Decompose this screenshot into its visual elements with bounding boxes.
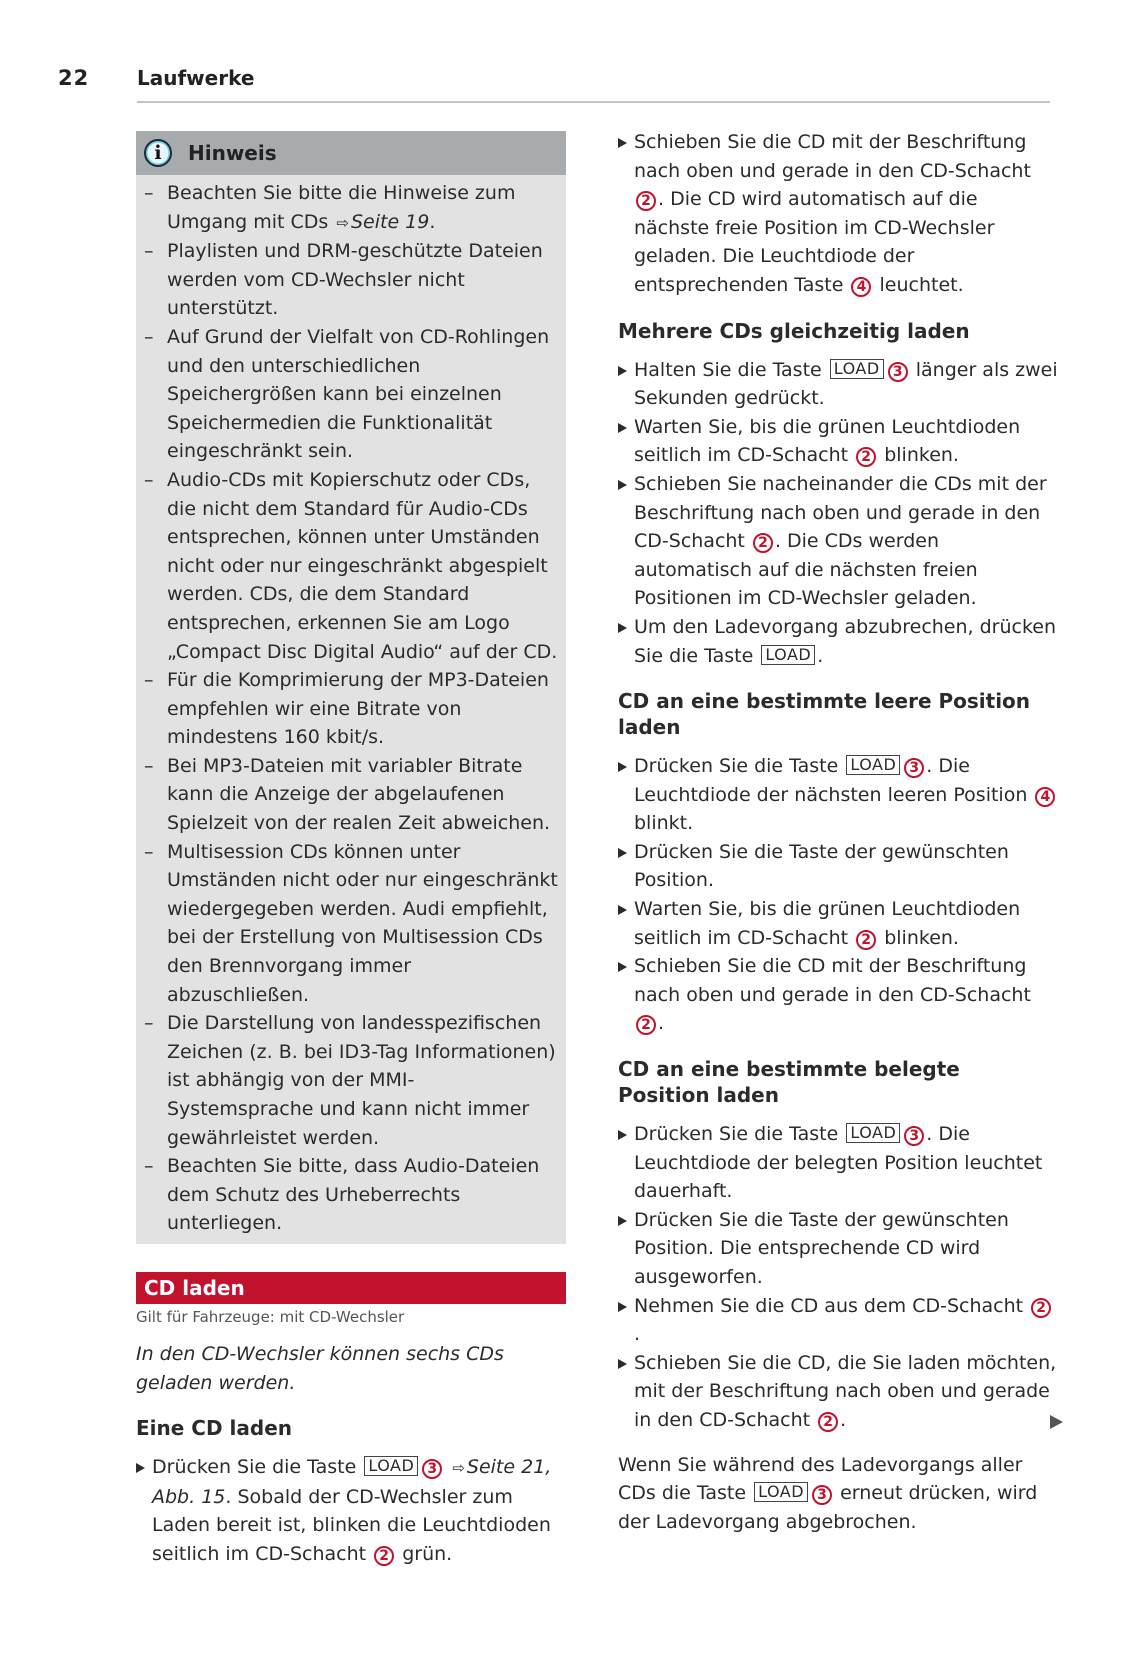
load-key-label: LOAD [754,1482,808,1502]
steps-mehrere [618,356,1058,671]
steps-belegte-position [618,1120,1058,1435]
load-key-label: LOAD [364,1456,418,1476]
closing-paragraph: Wenn Sie während des Ladevorgangs aller CDs die Taste LOAD 3 erneut drücken, wird der Ladevorgang abgebrochen. [618,1453,1038,1533]
step-item: Warten Sie, bis die grünen Leuchtdioden seitlich im CD-Schacht 2 blinken. [618,413,1058,470]
subheading-belegte-position: CD an eine bestimmte belegte Position laden [618,1057,960,1108]
subheading-leere-position: CD an eine bestimmte leere Position laden [618,689,1031,740]
chapter-title: Laufwerke [137,66,255,90]
continue-arrow-icon [1050,1415,1063,1429]
note-item: – Beachten Sie bitte die Hinweise zum Umgang mit CDs ⇨ Seite 19. [144,179,558,237]
note-item: – Bei MP3-Dateien mit variabler Bitrate kann die Anzeige der abgelaufenen Spielzeit von der realen Zeit abweichen. [144,752,558,838]
page-number: 22 [58,66,90,90]
callout-2-icon: 2 [856,930,876,950]
step-item: Schieben Sie die CD mit der Beschriftung nach oben und gerade in den CD-Schacht 2 . Die CD wird automatisch auf die nächste freie Position im CD-Wechsler geladen. Die Leuchtdiode der entsprechenden Taste 4 leuchtet. [618,128,1058,300]
load-key-label: LOAD [846,1123,900,1143]
step-item: Drücken Sie die Taste LOAD 3 . Die Leuchtdiode der belegten Position leuchtet dauerhaft. [618,1120,1058,1206]
note-list [136,175,566,1238]
step-item: Schieben Sie die CD, die Sie laden möchten, mit der Beschriftung nach oben und gerade in den CD-Schacht 2 . [618,1349,1058,1435]
step-item: Nehmen Sie die CD aus dem CD-Schacht 2. [618,1292,1058,1349]
subheading-eine-cd: Eine CD laden [136,1416,292,1441]
step-item: Drücken Sie die Taste LOAD 3 . Die Leuchtdiode der nächsten leeren Position 4 blinkt. [618,752,1058,838]
note-title: Hinweis [188,140,277,165]
subheading-mehrere: Mehrere CDs gleichzeitig laden [618,318,970,343]
applies-to-text: Gilt für Fahrzeuge: mit CD-Wechsler [136,1307,405,1326]
callout-2-icon: 2 [1031,1298,1051,1318]
callout-2-icon: 2 [636,191,656,211]
callout-3-icon: 3 [904,758,924,778]
step-item: Um den Ladevorgang abzubrechen, drücken Sie die Taste LOAD . [618,613,1058,670]
step-item: Drücken Sie die Taste LOAD 3 ⇨ Seite 21, Abb. 15. Sobald der CD-Wechsler zum Laden bereit ist, blinken die Leuchtdioden seitlich im CD-Schacht 2 grün. [136,1453,566,1568]
callout-2-icon: 2 [856,447,876,467]
step-item: Drücken Sie die Taste der gewünschten Position. [618,838,1058,895]
info-icon: i [144,139,172,167]
load-key-label: LOAD [761,645,815,665]
note-item: – Die Darstellung von landesspezifischen Zeichen (z. B. bei ID3-Tag Informationen) ist abhängig von der MMI-Systemsprache und kann nicht immer gewährleistet werden. [144,1009,558,1152]
section-intro: In den CD-Wechsler können sechs CDs geladen werden. [136,1342,504,1394]
left-column [136,131,566,1569]
right-column [618,128,1058,1536]
reference-arrow-icon: ⇨ [452,1459,465,1478]
note-item: – Beachten Sie bitte, dass Audio-Dateien dem Schutz des Urheberrechts unterliegen. [144,1152,558,1238]
callout-4-icon: 4 [851,277,871,297]
note-item: – Playlisten und DRM-geschützte Dateien werden vom CD-Wechsler nicht unterstützt. [144,237,558,323]
callout-3-icon: 3 [904,1126,924,1146]
reference-arrow-icon: ⇨ [336,213,349,232]
callout-3-icon: 3 [888,362,908,382]
steps-eine-cd-cont [618,128,1058,300]
page-reference-link[interactable]: Seite 21, Abb. 15 [152,1456,552,1508]
callout-3-icon: 3 [812,1485,832,1505]
step-item: Schieben Sie nacheinander die CDs mit der Beschriftung nach oben und gerade in den CD-Schacht 2 . Die CDs werden automatisch auf die nächsten freien Positionen im CD-Wechsler geladen. [618,470,1058,613]
callout-3-icon: 3 [422,1459,442,1479]
load-key-label: LOAD [830,359,884,379]
callout-2-icon: 2 [374,1546,394,1566]
note-item: – Audio-CDs mit Kopierschutz oder CDs, die nicht dem Standard für Audio-CDs entsprechen, können unter Umständen nicht oder nur eingeschränkt abgespielt werden. CDs, die dem Standard entsprechen, erkennen Sie am Logo „Compact Disc Digital Audio“ auf der CD. [144,466,558,666]
note-item: – Für die Komprimierung der MP3-Dateien empfehlen wir eine Bitrate von mindestens 160 kbit/s. [144,666,558,752]
note-item: – Multisession CDs können unter Umständen nicht oder nur eingeschränkt wiedergegeben werden. Audi empfiehlt, bei der Erstellung von Multisession CDs den Brennvorgang immer abzuschließen. [144,838,558,1010]
steps-eine-cd [136,1453,566,1568]
note-item: – Auf Grund der Vielfalt von CD-Rohlingen und den unterschiedlichen Speichergrößen kann bei einzelnen Speichermedien die Funktionalität eingeschränkt sein. [144,323,558,466]
callout-4-icon: 4 [1035,787,1055,807]
note-box [136,131,566,1244]
load-key-label: LOAD [846,755,900,775]
step-item: Drücken Sie die Taste der gewünschten Position. Die entsprechende CD wird ausgeworfen. [618,1206,1058,1292]
step-item: Halten Sie die Taste LOAD 3 länger als zwei Sekunden gedrückt. [618,356,1058,413]
note-header [136,131,566,175]
section-title-bar: CD laden [136,1272,566,1304]
step-item: Warten Sie, bis die grünen Leuchtdioden seitlich im CD-Schacht 2 blinken. [618,895,1058,952]
callout-2-icon: 2 [818,1412,838,1432]
page-reference-link[interactable]: Seite 19 [350,210,430,233]
header-divider [137,101,1050,103]
step-item: Schieben Sie die CD mit der Beschriftung nach oben und gerade in den CD-Schacht 2 . [618,952,1058,1038]
callout-2-icon: 2 [753,533,773,553]
steps-leere-position [618,752,1058,1038]
callout-2-icon: 2 [636,1015,656,1035]
